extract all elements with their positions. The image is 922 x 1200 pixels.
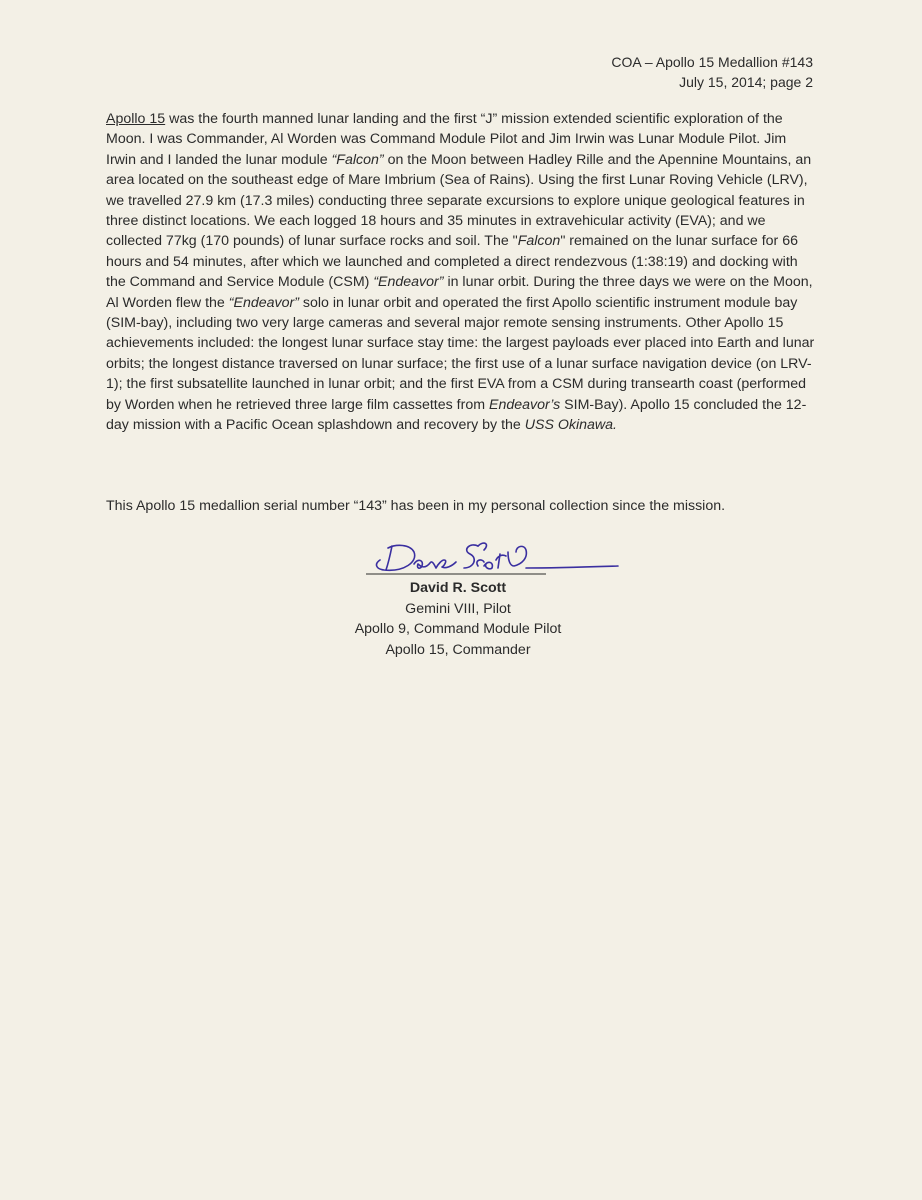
falcon-italic: “Falcon” xyxy=(331,151,384,168)
endeavor-italic: “Endeavor” xyxy=(373,274,444,291)
closing-statement: This Apollo 15 medallion serial number “143” has been in my personal collection since the mission. xyxy=(106,498,726,514)
body-text-segment: on the Moon between Hadley Rille and the Apennine Mountains, an area located on the southeast edge of Mare Imbrium (Sea of Rains). Using the first Lunar Roving Vehicle (LRV), we travelled 27.9 km (17.3 miles) conducting three separate excursions to explore unique geological features in three distinct locations. We each logged 18 hours and 35 minutes in extravehicular activity (EVA); and we collected 77kg (170 pounds) of lunar surface rocks and soil. The " xyxy=(106,151,812,250)
mission-name-underlined: Apollo 15 xyxy=(106,111,166,127)
endeavor-possessive-italic: Endeavor’s xyxy=(488,396,561,413)
signer-role-apollo9: Apollo 9, Command Module Pilot xyxy=(354,621,562,637)
header-title: COA – Apollo 15 Medallion #143 xyxy=(611,54,813,70)
signer-role-gemini: Gemini VIII, Pilot xyxy=(405,600,511,617)
handwritten-signature xyxy=(366,530,626,580)
body-text-segment: " remained on the lunar surface for 66 hours and 54 minutes, after which we launched and completed a direct rendezvous (1:38:19) and docking with the Command and Service Module (CSM) xyxy=(106,233,799,291)
ship-name-italic: USS Okinawa. xyxy=(524,417,618,434)
body-text-segment: in lunar orbit. During the three days we were on the Moon, Al Worden flew the xyxy=(106,274,813,311)
body-text-segment: was the fourth manned lunar landing and the first “J” mission extended scientific exploration of the Moon. I was Commander, Al Worden was Command Module Pilot and Jim Irwin was Lunar Module Pilot. Jim Irwin and I landed the lunar module xyxy=(106,111,787,168)
endeavor-italic: “Endeavor” xyxy=(228,294,299,311)
signer-role-apollo15: Apollo 15, Commander xyxy=(385,641,531,658)
document-header xyxy=(611,52,813,92)
header-date-page: July 15, 2014; page 2 xyxy=(679,74,813,90)
signer-name: David R. Scott xyxy=(409,580,507,596)
body-text-segment: solo in lunar orbit and operated the first Apollo scientific instrument module bay (SIM-bay), including two very large cameras and several major remote sensing instruments. Other Apollo 15 achievements included: the longest lunar surface stay time: the largest payloads ever placed into Earth and lunar orbits; the longest distance traversed on lunar surface; the first use of a lunar surface navigation device (on LRV-1); the first subsatellite launched in lunar orbit; and the first EVA from a CSM during transearth coast (performed by Worden when he retrieved three large film cassettes from xyxy=(106,294,815,413)
body-paragraph xyxy=(106,109,818,436)
signature-block xyxy=(300,578,616,660)
falcon-italic: Falcon xyxy=(517,233,561,250)
body-text-segment: SIM-Bay). Apollo 15 concluded the 12-day mission with a Pacific Ocean splashdown and recovery by the xyxy=(106,396,807,434)
